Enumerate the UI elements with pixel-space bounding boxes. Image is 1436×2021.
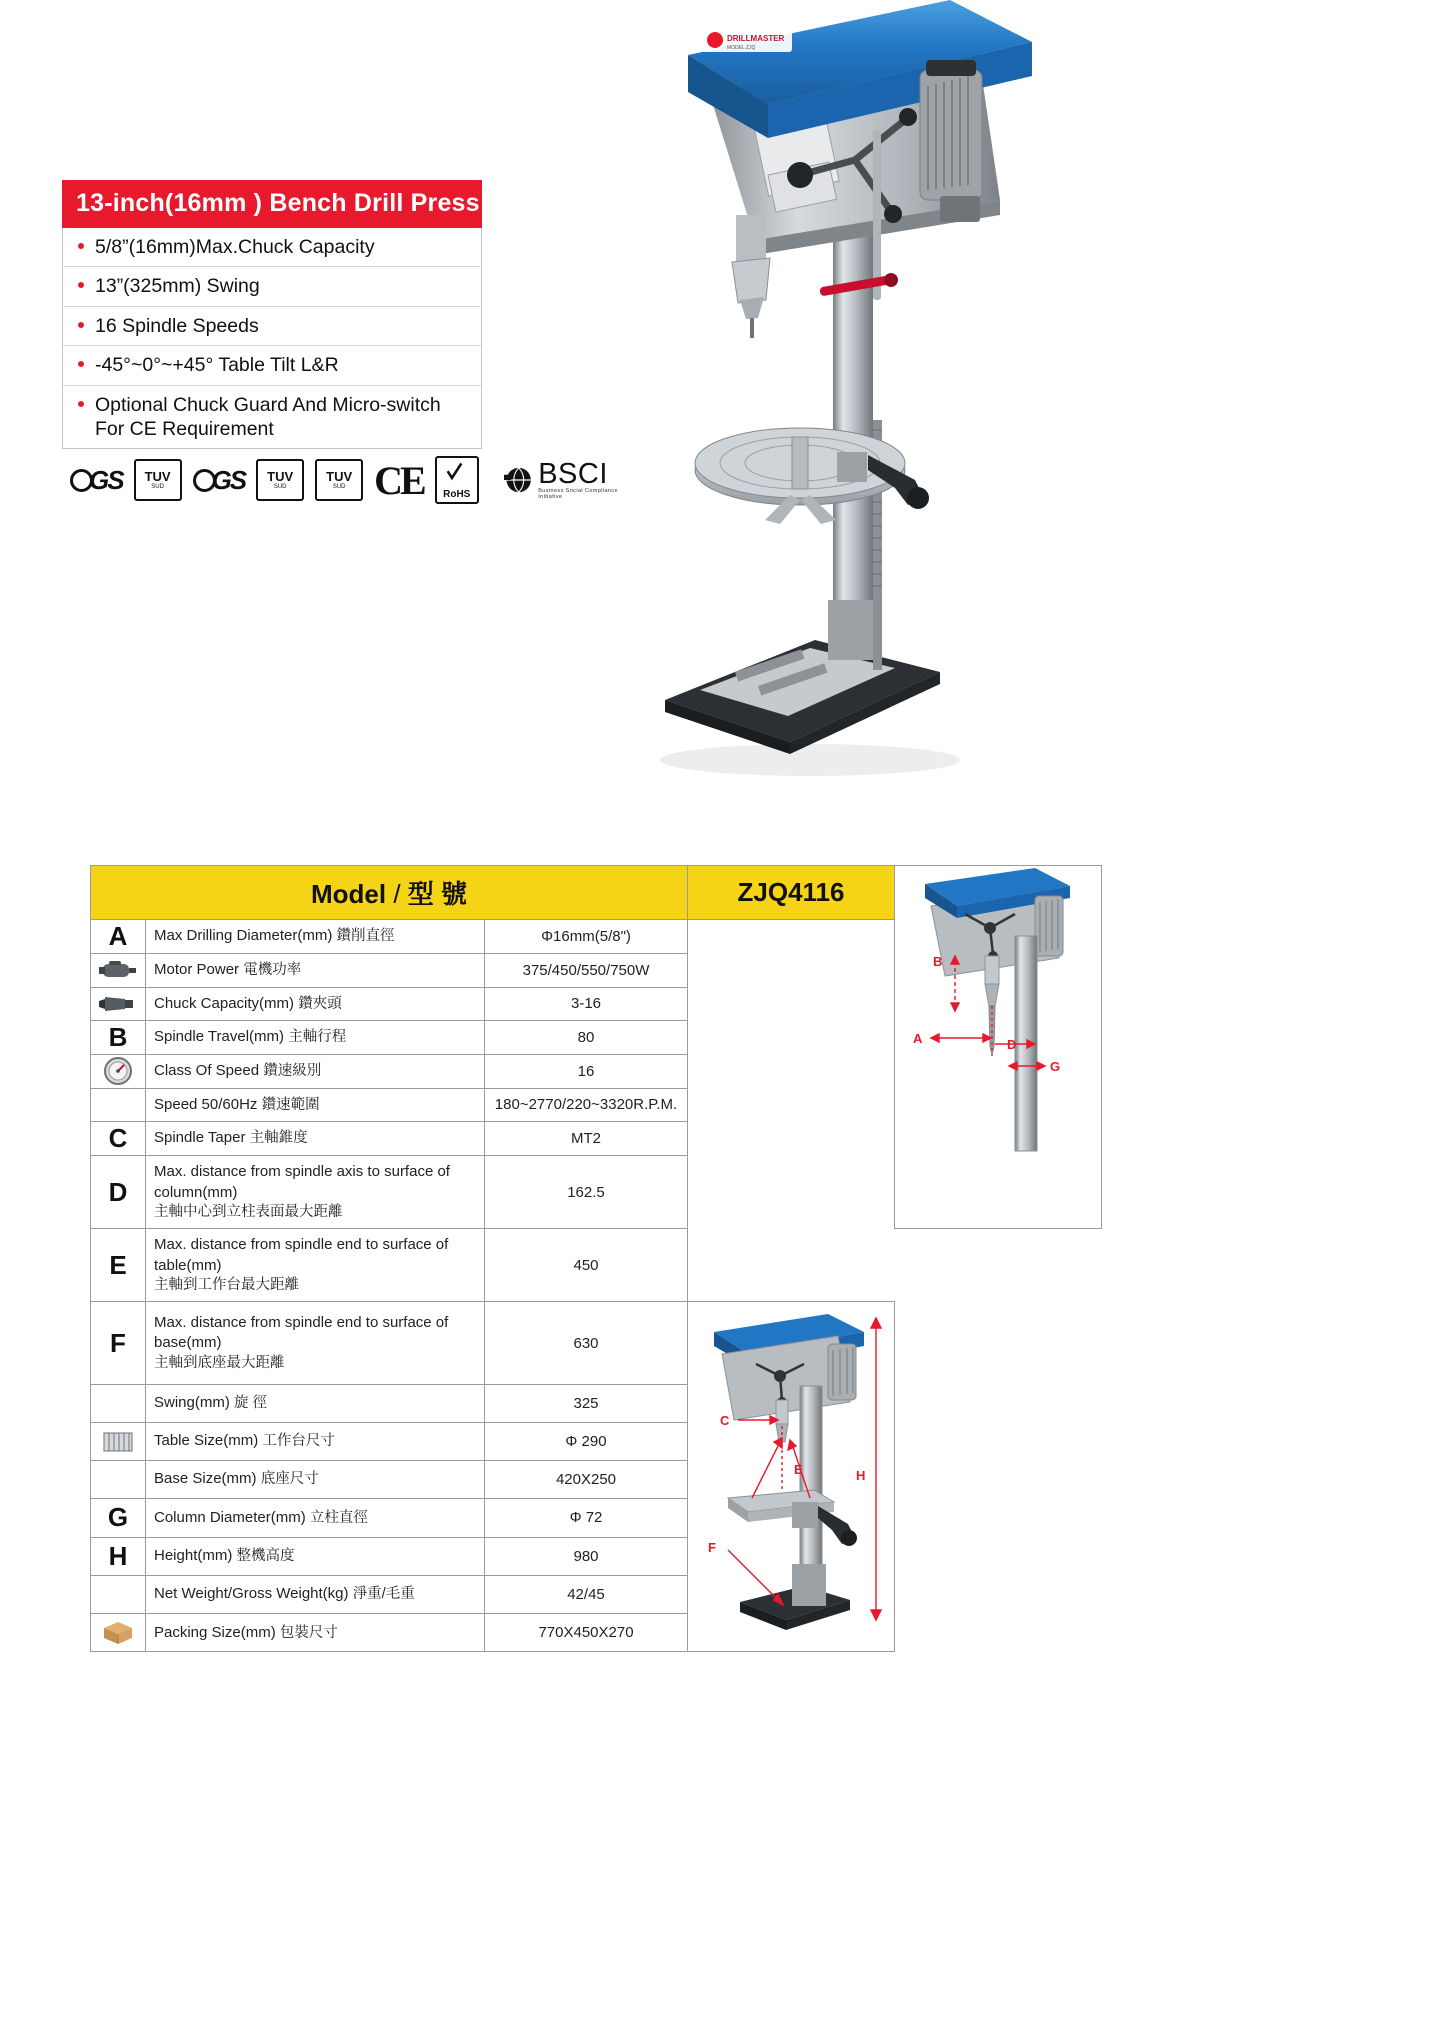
row-description: [146, 1055, 485, 1089]
row-value: 450: [485, 1229, 688, 1302]
table-row: [91, 1302, 1102, 1385]
checkmark-icon: [446, 461, 463, 483]
desc-cn: 包裝尺寸: [279, 1624, 338, 1641]
rohs-label: RoHS: [443, 489, 471, 500]
row-value: 162.5: [485, 1156, 688, 1229]
page-title: 13-inch(16mm ) Bench Drill Press: [62, 180, 482, 228]
feature-text: -45°~0°~+45° Table Tilt L&R: [95, 354, 339, 377]
diagram-label-f: F: [708, 1540, 716, 1556]
desc-cn: 立柱直徑: [309, 1509, 368, 1526]
desc-en: Max. distance from spindle axis to surface of column(mm): [154, 1163, 450, 1201]
product-photo: [640, 0, 1140, 790]
row-description: [146, 1461, 485, 1499]
diagram-label-b: B: [933, 954, 943, 969]
row-description: [146, 1122, 485, 1156]
gauge-icon: [91, 1055, 146, 1089]
row-letter: F: [91, 1302, 146, 1385]
row-value: 770X450X270: [485, 1614, 688, 1652]
diagram-top-cell: [895, 866, 1102, 1229]
bullet-icon: [78, 282, 84, 288]
desc-en: Base Size(mm): [154, 1470, 257, 1488]
desc-cn: 整機高度: [236, 1548, 295, 1565]
rohs-mark-icon: [435, 456, 479, 504]
desc-cn: 鑽速範圍: [261, 1096, 320, 1113]
desc-cn: 主軸錐度: [249, 1130, 308, 1147]
row-description: [146, 1302, 485, 1385]
row-description: [146, 1156, 485, 1229]
list-item: [63, 228, 481, 267]
diagram-label-h: H: [856, 1468, 866, 1484]
desc-en: Max. distance from spindle end to surface of table(mm): [154, 1236, 449, 1274]
desc-en: Table Size(mm): [154, 1432, 259, 1450]
desc-cn: 主軸到工作台最大距離: [154, 1276, 299, 1293]
motor-icon-svg: [99, 959, 137, 981]
row-description: [146, 1385, 485, 1423]
certification-logos: [70, 450, 630, 510]
table-row: [91, 1385, 1102, 1423]
desc-cn: 鑽夾頭: [298, 995, 342, 1012]
bsci-label: BSCI: [538, 458, 608, 490]
feature-text: Optional Chuck Guard And Micro-switch For CE Requirement: [95, 393, 441, 440]
bullet-icon: [78, 401, 84, 407]
desc-en: Max. distance from spindle end to surface of base(mm): [154, 1314, 449, 1352]
diagram-label-d: D: [1007, 1037, 1017, 1052]
gs-label: GS: [89, 464, 123, 495]
row-description: [146, 987, 485, 1021]
table-header-row: [91, 866, 1102, 920]
svg-text:DRILLMASTER: DRILLMASTER: [727, 34, 785, 43]
desc-cn: 旋 徑: [234, 1395, 268, 1412]
tuv-sub: SUD: [151, 484, 164, 490]
feature-text: 5/8”(16mm)Max.Chuck Capacity: [95, 236, 375, 258]
desc-en: Chuck Capacity(mm): [154, 994, 295, 1012]
row-value: Φ 290: [485, 1423, 688, 1461]
tuv-label: TUV: [326, 469, 353, 484]
row-description: [146, 1088, 485, 1122]
row-letter: [91, 1088, 146, 1122]
tuv-box: [134, 459, 182, 501]
desc-en: Column Diameter(mm): [154, 1508, 306, 1526]
list-item: [63, 307, 481, 346]
row-description: [146, 1229, 485, 1302]
desc-en: Max Drilling Diameter(mm): [154, 927, 333, 945]
row-letter: C: [91, 1122, 146, 1156]
desc-en: Motor Power: [154, 961, 240, 978]
table-row: [91, 1229, 1102, 1302]
row-value: 980: [485, 1537, 688, 1576]
desc-cn: 底座尺寸: [260, 1471, 319, 1488]
desc-en: Spindle Travel(mm): [154, 1028, 285, 1046]
svg-text:MODEL ZJQ: MODEL ZJQ: [727, 45, 756, 51]
row-description: [146, 954, 485, 988]
desc-cn: 主軸行程: [288, 1029, 347, 1046]
bsci-mark-icon: [504, 460, 630, 500]
carton-icon: [91, 1614, 146, 1652]
feature-text: 16 Spindle Speeds: [95, 314, 259, 337]
list-item: [63, 346, 481, 385]
row-value: 630: [485, 1302, 688, 1385]
row-value: 16: [485, 1055, 688, 1089]
list-item: [63, 267, 481, 306]
specification-table: [90, 865, 1102, 1652]
model-label-cn: 型 號: [407, 879, 468, 909]
row-letter: D: [91, 1156, 146, 1229]
row-letter: A: [91, 920, 146, 954]
row-description: [146, 1576, 485, 1614]
row-letter: [91, 1385, 146, 1423]
diagram-label-a: A: [913, 1031, 923, 1046]
row-description: [146, 1499, 485, 1538]
tuv-gs-mark-icon: [134, 459, 182, 501]
desc-en: Spindle Taper: [154, 1129, 246, 1147]
row-description: [146, 1021, 485, 1055]
ce-mark-icon: CE: [374, 457, 424, 503]
table-icon: [91, 1423, 146, 1461]
desc-en: Packing Size(mm): [154, 1623, 276, 1641]
row-letter: B: [91, 1021, 146, 1055]
row-letter: G: [91, 1499, 146, 1538]
row-description: [146, 1614, 485, 1652]
desc-cn: 主軸到底座最大距離: [154, 1354, 285, 1371]
diagram-bottom-cell: [688, 1302, 895, 1652]
drill-press-illustration: [640, 0, 1140, 790]
tuv-mark-1-icon: [256, 459, 304, 501]
tuv-mark-2-icon: [315, 459, 363, 501]
desc-en: Class Of Speed: [154, 1062, 260, 1080]
row-value: 375/450/550/750W: [485, 954, 688, 988]
carton-icon-svg: [101, 1620, 135, 1646]
list-item: [63, 386, 481, 449]
gs-mark-1-icon: [70, 465, 123, 496]
row-value: Φ16mm(5/8"): [485, 920, 688, 954]
tuv-label: TUV: [267, 469, 294, 484]
row-value: MT2: [485, 1122, 688, 1156]
desc-en: Net Weight/Gross Weight(kg): [154, 1585, 349, 1603]
row-value: 325: [485, 1385, 688, 1423]
bullet-icon: [78, 322, 84, 328]
table-row: [91, 1423, 1102, 1461]
table-icon-svg: [101, 1430, 135, 1454]
table-row: [91, 1576, 1102, 1614]
motor-icon: [91, 954, 146, 988]
diagram-label-e: E: [794, 1462, 803, 1478]
model-header-cell: Model / 型 號: [91, 866, 688, 920]
row-value: 180~2770/220~3320R.P.M.: [485, 1088, 688, 1122]
desc-cn: 鑽削直徑: [336, 928, 395, 945]
bsci-globe-icon: [504, 463, 533, 497]
row-value: 3-16: [485, 987, 688, 1021]
desc-cn: 主軸中心到立柱表面最大距離: [154, 1203, 343, 1220]
desc-cn: 鑽速級別: [263, 1063, 322, 1080]
gs-mark-2-icon: [193, 465, 246, 496]
chuck-icon-svg: [99, 993, 137, 1015]
table-row: [91, 1499, 1102, 1538]
diagram-label-c: C: [720, 1413, 730, 1429]
row-letter: E: [91, 1229, 146, 1302]
model-value-cell: ZJQ4116: [688, 866, 895, 920]
row-value: Φ 72: [485, 1499, 688, 1538]
feature-list: [62, 228, 482, 449]
row-description: [146, 1537, 485, 1576]
row-letter: [91, 1461, 146, 1499]
desc-cn: 工作台尺寸: [262, 1433, 335, 1450]
feature-text: 13”(325mm) Swing: [95, 275, 260, 298]
row-description: [146, 920, 485, 954]
product-title-block: [62, 180, 482, 449]
tuv-label: TUV: [144, 469, 171, 484]
bullet-icon: [78, 243, 84, 249]
diagram-label-g: G: [1050, 1059, 1061, 1074]
dimension-diagram-bottom: [688, 1302, 894, 1647]
gauge-icon-svg: [103, 1056, 133, 1086]
table-row: [91, 1461, 1102, 1499]
gs-label: GS: [211, 464, 246, 495]
desc-en: Swing(mm): [154, 1394, 230, 1412]
row-letter: [91, 1576, 146, 1614]
bullet-icon: [78, 361, 84, 367]
row-value: 420X250: [485, 1461, 688, 1499]
table-row: [91, 1614, 1102, 1652]
rohs-box: [435, 456, 479, 504]
row-description: [146, 1423, 485, 1461]
bsci-sub: Business Social Compliance Initiative: [538, 488, 618, 500]
row-value: 42/45: [485, 1576, 688, 1614]
table-row: [91, 1537, 1102, 1576]
tuv-sub: SUD: [273, 484, 287, 490]
tuv-box: [315, 459, 363, 501]
tuv-sub: SUD: [332, 484, 346, 490]
model-label: Model: [310, 879, 387, 909]
desc-en: Height(mm): [154, 1547, 233, 1565]
row-letter: H: [91, 1537, 146, 1576]
row-value: 80: [485, 1021, 688, 1055]
dimension-diagram-top: [895, 866, 1101, 1166]
desc-cn: 淨重/毛重: [352, 1586, 415, 1603]
desc-cn: 電機功率: [243, 962, 302, 978]
chuck-icon: [91, 987, 146, 1021]
desc-en: Speed 50/60Hz: [154, 1095, 258, 1113]
tuv-box: [256, 459, 304, 501]
